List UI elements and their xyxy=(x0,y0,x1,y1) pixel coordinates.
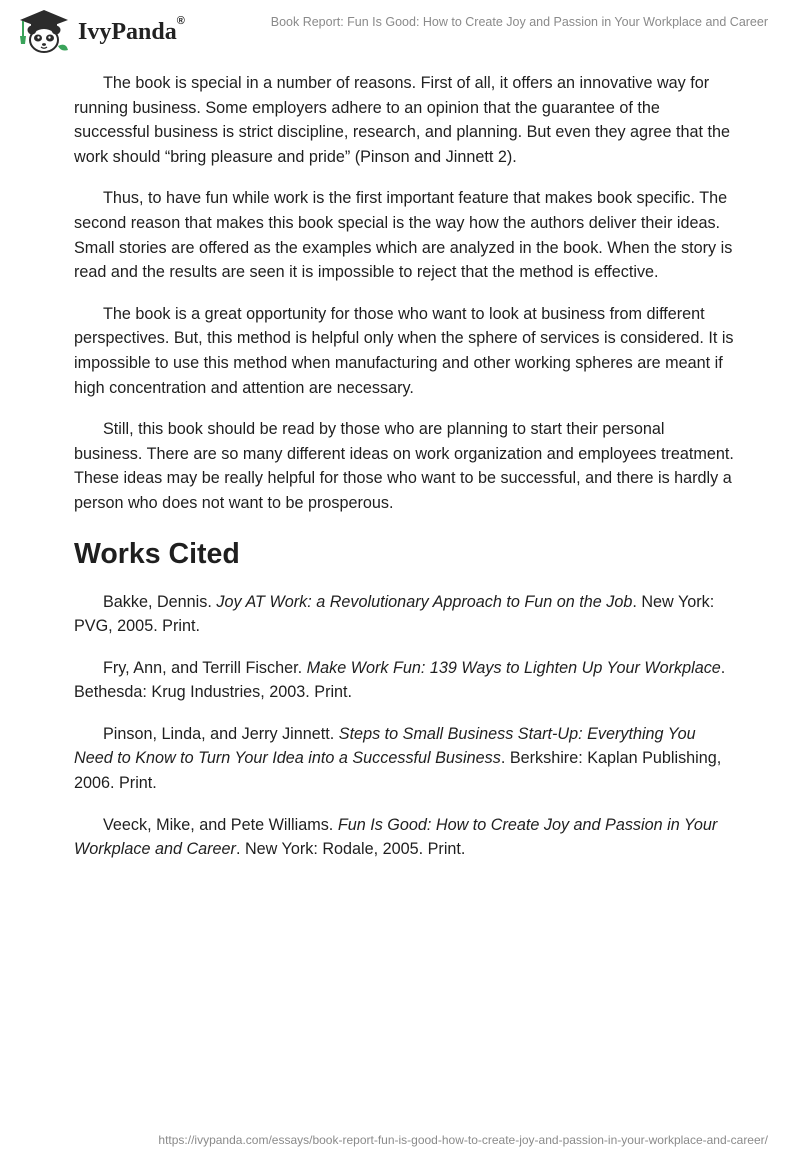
ivypanda-logo[interactable] xyxy=(14,6,214,54)
citation-authors: Veeck, Mike, and Pete Williams. xyxy=(103,815,338,834)
citation-authors: Pinson, Linda, and Jerry Jinnett. xyxy=(103,724,339,743)
citation-title: Steps to Small Business Start-Up: Everything You Need to Know to Turn Your Idea into a Successful Business xyxy=(74,724,696,768)
citation-entry xyxy=(74,656,734,705)
body-paragraph: The book is a great opportunity for those who want to look at business from different perspectives. But, this method is helpful only when the sphere of services is considered. It is impossible to use this method when manufacturing and other working spheres are meant if high concentration and attention are necessary. xyxy=(74,304,734,397)
body-paragraph: The book is special in a number of reasons. First of all, it offers an innovative way for running business. Some employers adhere to an opinion that the guarantee of the successful business is strict discipline, research, and planning. But even they agree that the work should “bring pleasure and pride” (Pinson and Jinnett 2). xyxy=(74,74,730,166)
citation-entry xyxy=(74,590,734,639)
registered-mark: ® xyxy=(176,15,185,27)
citation-title: Joy AT Work: a Revolutionary Approach to Fun on the Job xyxy=(216,592,633,611)
citation-entry xyxy=(74,722,734,796)
brand-name-text: IvyPanda xyxy=(78,19,177,45)
citation-publication: . Berkshire: Kaplan Publishing, 2006. Print. xyxy=(74,749,722,793)
brand-name xyxy=(78,15,185,46)
citation-publication: . New York: PVG, 2005. Print. xyxy=(74,592,715,636)
citation-title: Fun Is Good: How to Create Joy and Passion in Your Workplace and Career xyxy=(74,815,718,859)
works-cited-heading: Works Cited xyxy=(74,537,240,570)
citation-authors: Bakke, Dennis. xyxy=(103,592,217,611)
citation-title: Make Work Fun: 139 Ways to Lighten Up Your Workplace xyxy=(306,658,721,677)
body-paragraph: Still, this book should be read by those who are planning to start their personal business. There are so many different ideas on work organization and employees treatment. These ideas may be really helpful for those who want to be successful, and there is hardly a person who does not want to be prosperous. xyxy=(74,420,734,512)
source-url-link[interactable]: https://ivypanda.com/essays/book-report-fun-is-good-how-to-create-joy-and-passion-in-your-workplace-and-career/ xyxy=(158,1133,768,1147)
panda-icon xyxy=(14,6,72,54)
citation-entry xyxy=(74,813,734,862)
document-body xyxy=(74,71,734,879)
citation-authors: Fry, Ann, and Terrill Fischer. xyxy=(103,658,307,677)
page-header xyxy=(0,0,800,60)
citation-publication: . New York: Rodale, 2005. Print. xyxy=(235,840,466,859)
citation-publication: . Bethesda: Krug Industries, 2003. Print. xyxy=(74,658,726,702)
body-paragraph: Thus, to have fun while work is the first important feature that makes book specific. The second reason that makes this book special is the way how the authors deliver their ideas. Small stories are offered as the examples which are analyzed in the book. When the story is read and the results are seen it is impossible to reject that the method is effective. xyxy=(74,189,733,282)
document-title: Book Report: Fun Is Good: How to Create Joy and Passion in Your Workplace and Career xyxy=(270,15,768,29)
